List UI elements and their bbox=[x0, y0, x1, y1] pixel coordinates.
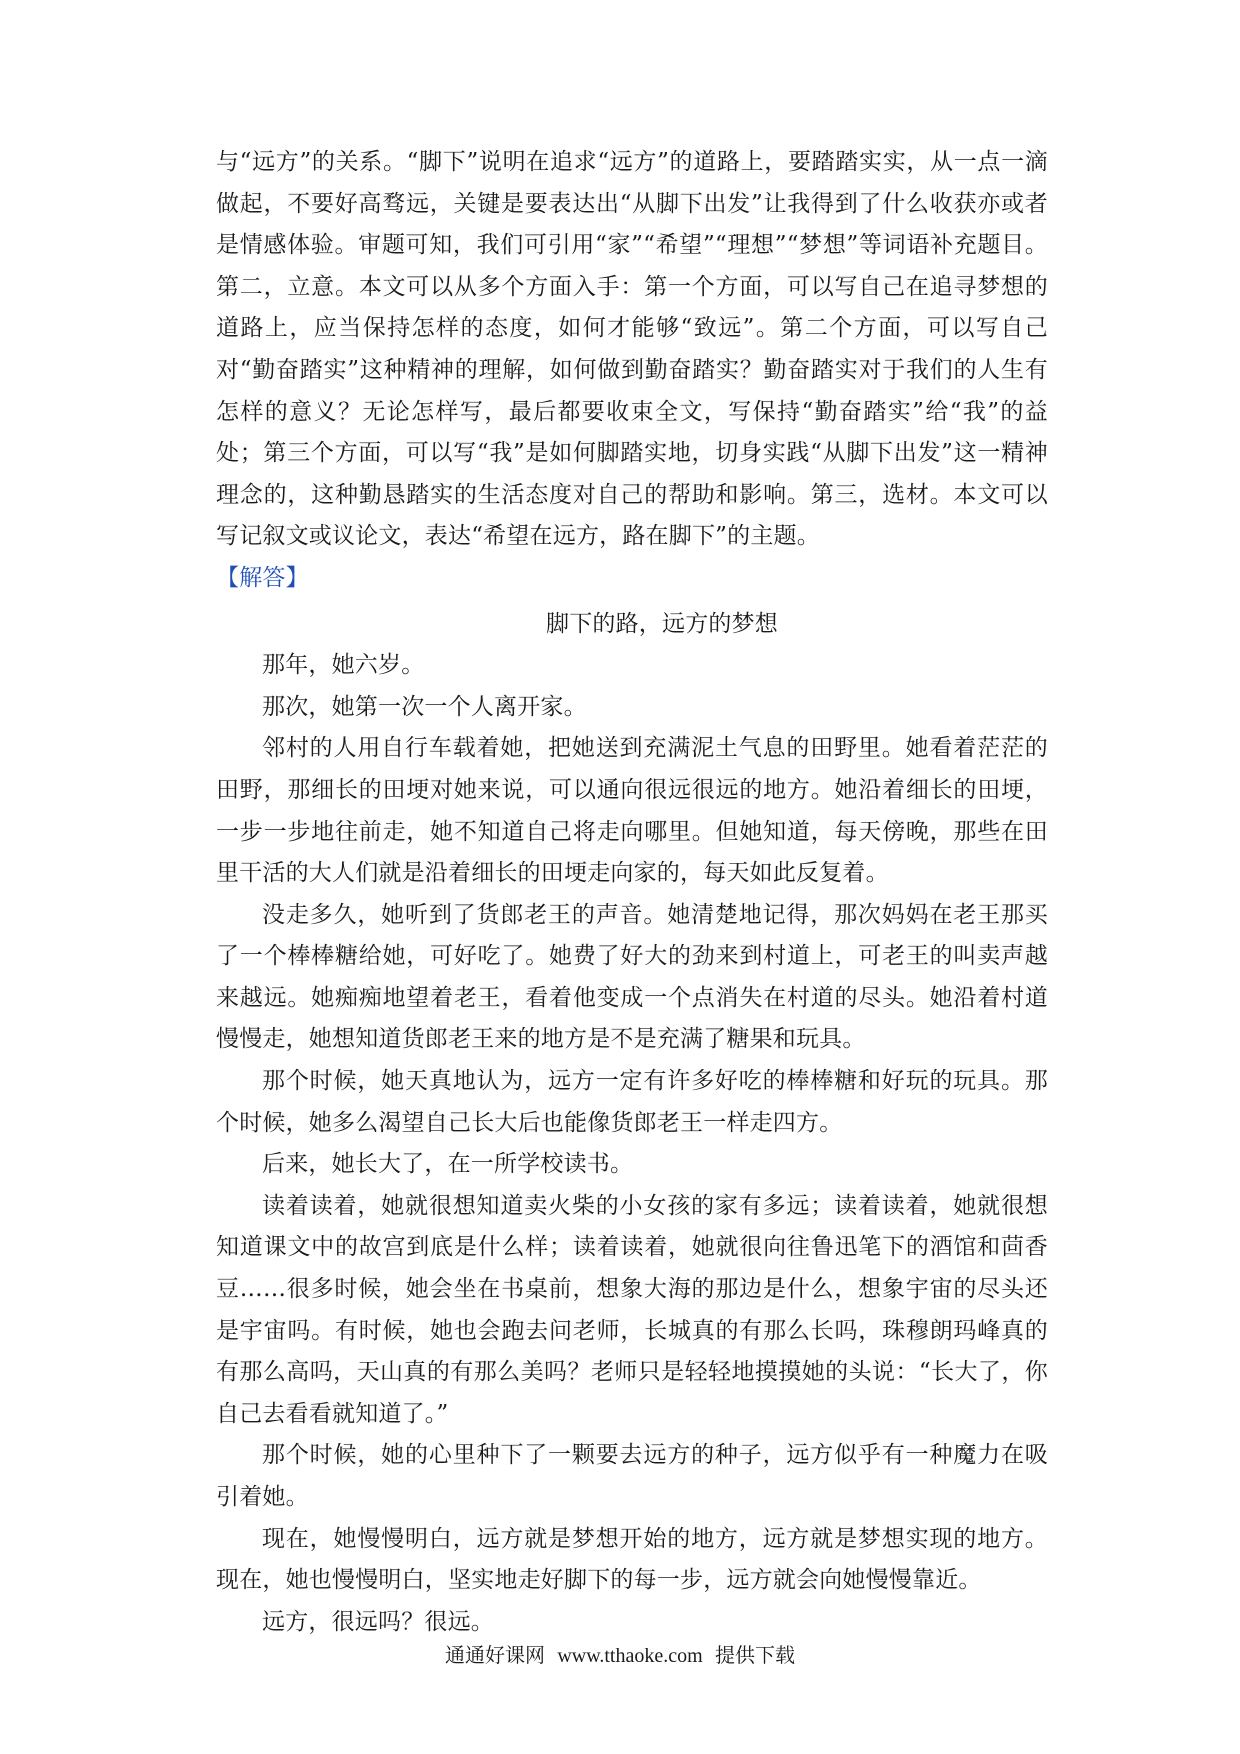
answer-label: 【解答】 bbox=[216, 564, 309, 591]
page-footer bbox=[0, 1639, 1240, 1668]
essay-title: 脚下的路，远方的梦想 bbox=[546, 610, 778, 637]
footer-link[interactable]: www.tthaoke.com bbox=[557, 1645, 703, 1667]
essay-paragraph: 那个时候，她天真地认为，远方一定有许多好吃的棒棒糖和好玩的玩具。那个时候，她多么渴望自己长大后也能像货郎老王一样走四方。 bbox=[216, 1068, 1048, 1136]
essay-paragraph: 那年，她六岁。 bbox=[262, 652, 425, 679]
essay-paragraph: 后来，她长大了，在一所学校读书。 bbox=[262, 1151, 634, 1178]
essay-paragraph: 现在，她慢慢明白，远方就是梦想开始的地方，远方就是梦想实现的地方。现在，她也慢慢明白，坚实地走好脚下的每一步，远方就会向她慢慢靠近。 bbox=[216, 1525, 1048, 1594]
essay-paragraph: 读着读着，她就很想知道卖火柴的小女孩的家有多远；读着读着，她就很想知道课文中的故宫到底是什么样；读着读着，她就很向往鲁迅笔下的酒馆和茴香豆……很多时候，她会坐在书桌前，想象大海的那边是什么，想象宇宙的尽头还是宇宙吗。有时候，她也会跑去问老师，长城真的有那么长吗，珠穆朗玛峰真的有那么高吗，天山真的有那么美吗？老师只是轻轻地摸摸她的头说：“长大了，你自己去看看就知道了。” bbox=[216, 1192, 1048, 1427]
essay-paragraph: 邻村的人用自行车载着她，把她送到充满泥土气息的田野里。她看着茫茫的田野，那细长的田埂对她来说，可以通向很远很远的地方。她沿着细长的田埂，一步一步地往前走，她不知道自己将走向哪里。但她知道，每天傍晚，那些在田里干活的大人们就是沿着细长的田埂走向家的，每天如此反复着。 bbox=[216, 735, 1048, 887]
essay-paragraph: 那个时候，她的心里种下了一颗要去远方的种子，远方似乎有一种魔力在吸引着她。 bbox=[216, 1442, 1048, 1510]
analysis-paragraph: 与“远方”的关系。“脚下”说明在追求“远方”的道路上，要踏踏实实，从一点一滴做起，不要好高骛远，关键是要表达出“从脚下出发”让我得到了什么收获亦或者是情感体验。审题可知，我们可引用“家”“希望”“理想”“梦想”等词语补充题目。第二，立意。本文可以从多个方面入手：第一个方面，可以写自己在追寻梦想的道路上，应当保持怎样的态度，如何才能够“致远”。第二个方面，可以写自己对“勤奋踏实”这种精神的理解，如何做到勤奋踏实？勤奋踏实对于我们的人生有怎样的意义？无论怎样写，最后都要收束全文，写保持“勤奋踏实”给“我”的益处；第三个方面，可以写“我”是如何脚踏实地，切身实践“从脚下出发”这一精神理念的，这种勤恳踏实的生活态度对自己的帮助和影响。第三，选材。本文可以写记叙文或议论文，表达“希望在远方，路在脚下”的主题。 bbox=[216, 149, 1048, 550]
essay-paragraph: 远方，很远吗？很远。 bbox=[262, 1608, 494, 1635]
footer-site-name: 通通好课网 bbox=[444, 1643, 545, 1667]
essay-paragraph: 那次，她第一次一个人离开家。 bbox=[262, 693, 587, 720]
document-body bbox=[216, 142, 1048, 1643]
footer-suffix: 提供下载 bbox=[715, 1643, 796, 1667]
essay-paragraph: 没走多久，她听到了货郎老王的声音。她清楚地记得，那次妈妈在老王那买了一个棒棒糖给她，可好吃了。她费了好大的劲来到村道上，可老王的叫卖声越来越远。她痴痴地望着老王，看着他变成一个点消失在村道的尽头。她沿着村道慢慢走，她想知道货郎老王来的地方是不是充满了糖果和玩具。 bbox=[216, 901, 1048, 1053]
